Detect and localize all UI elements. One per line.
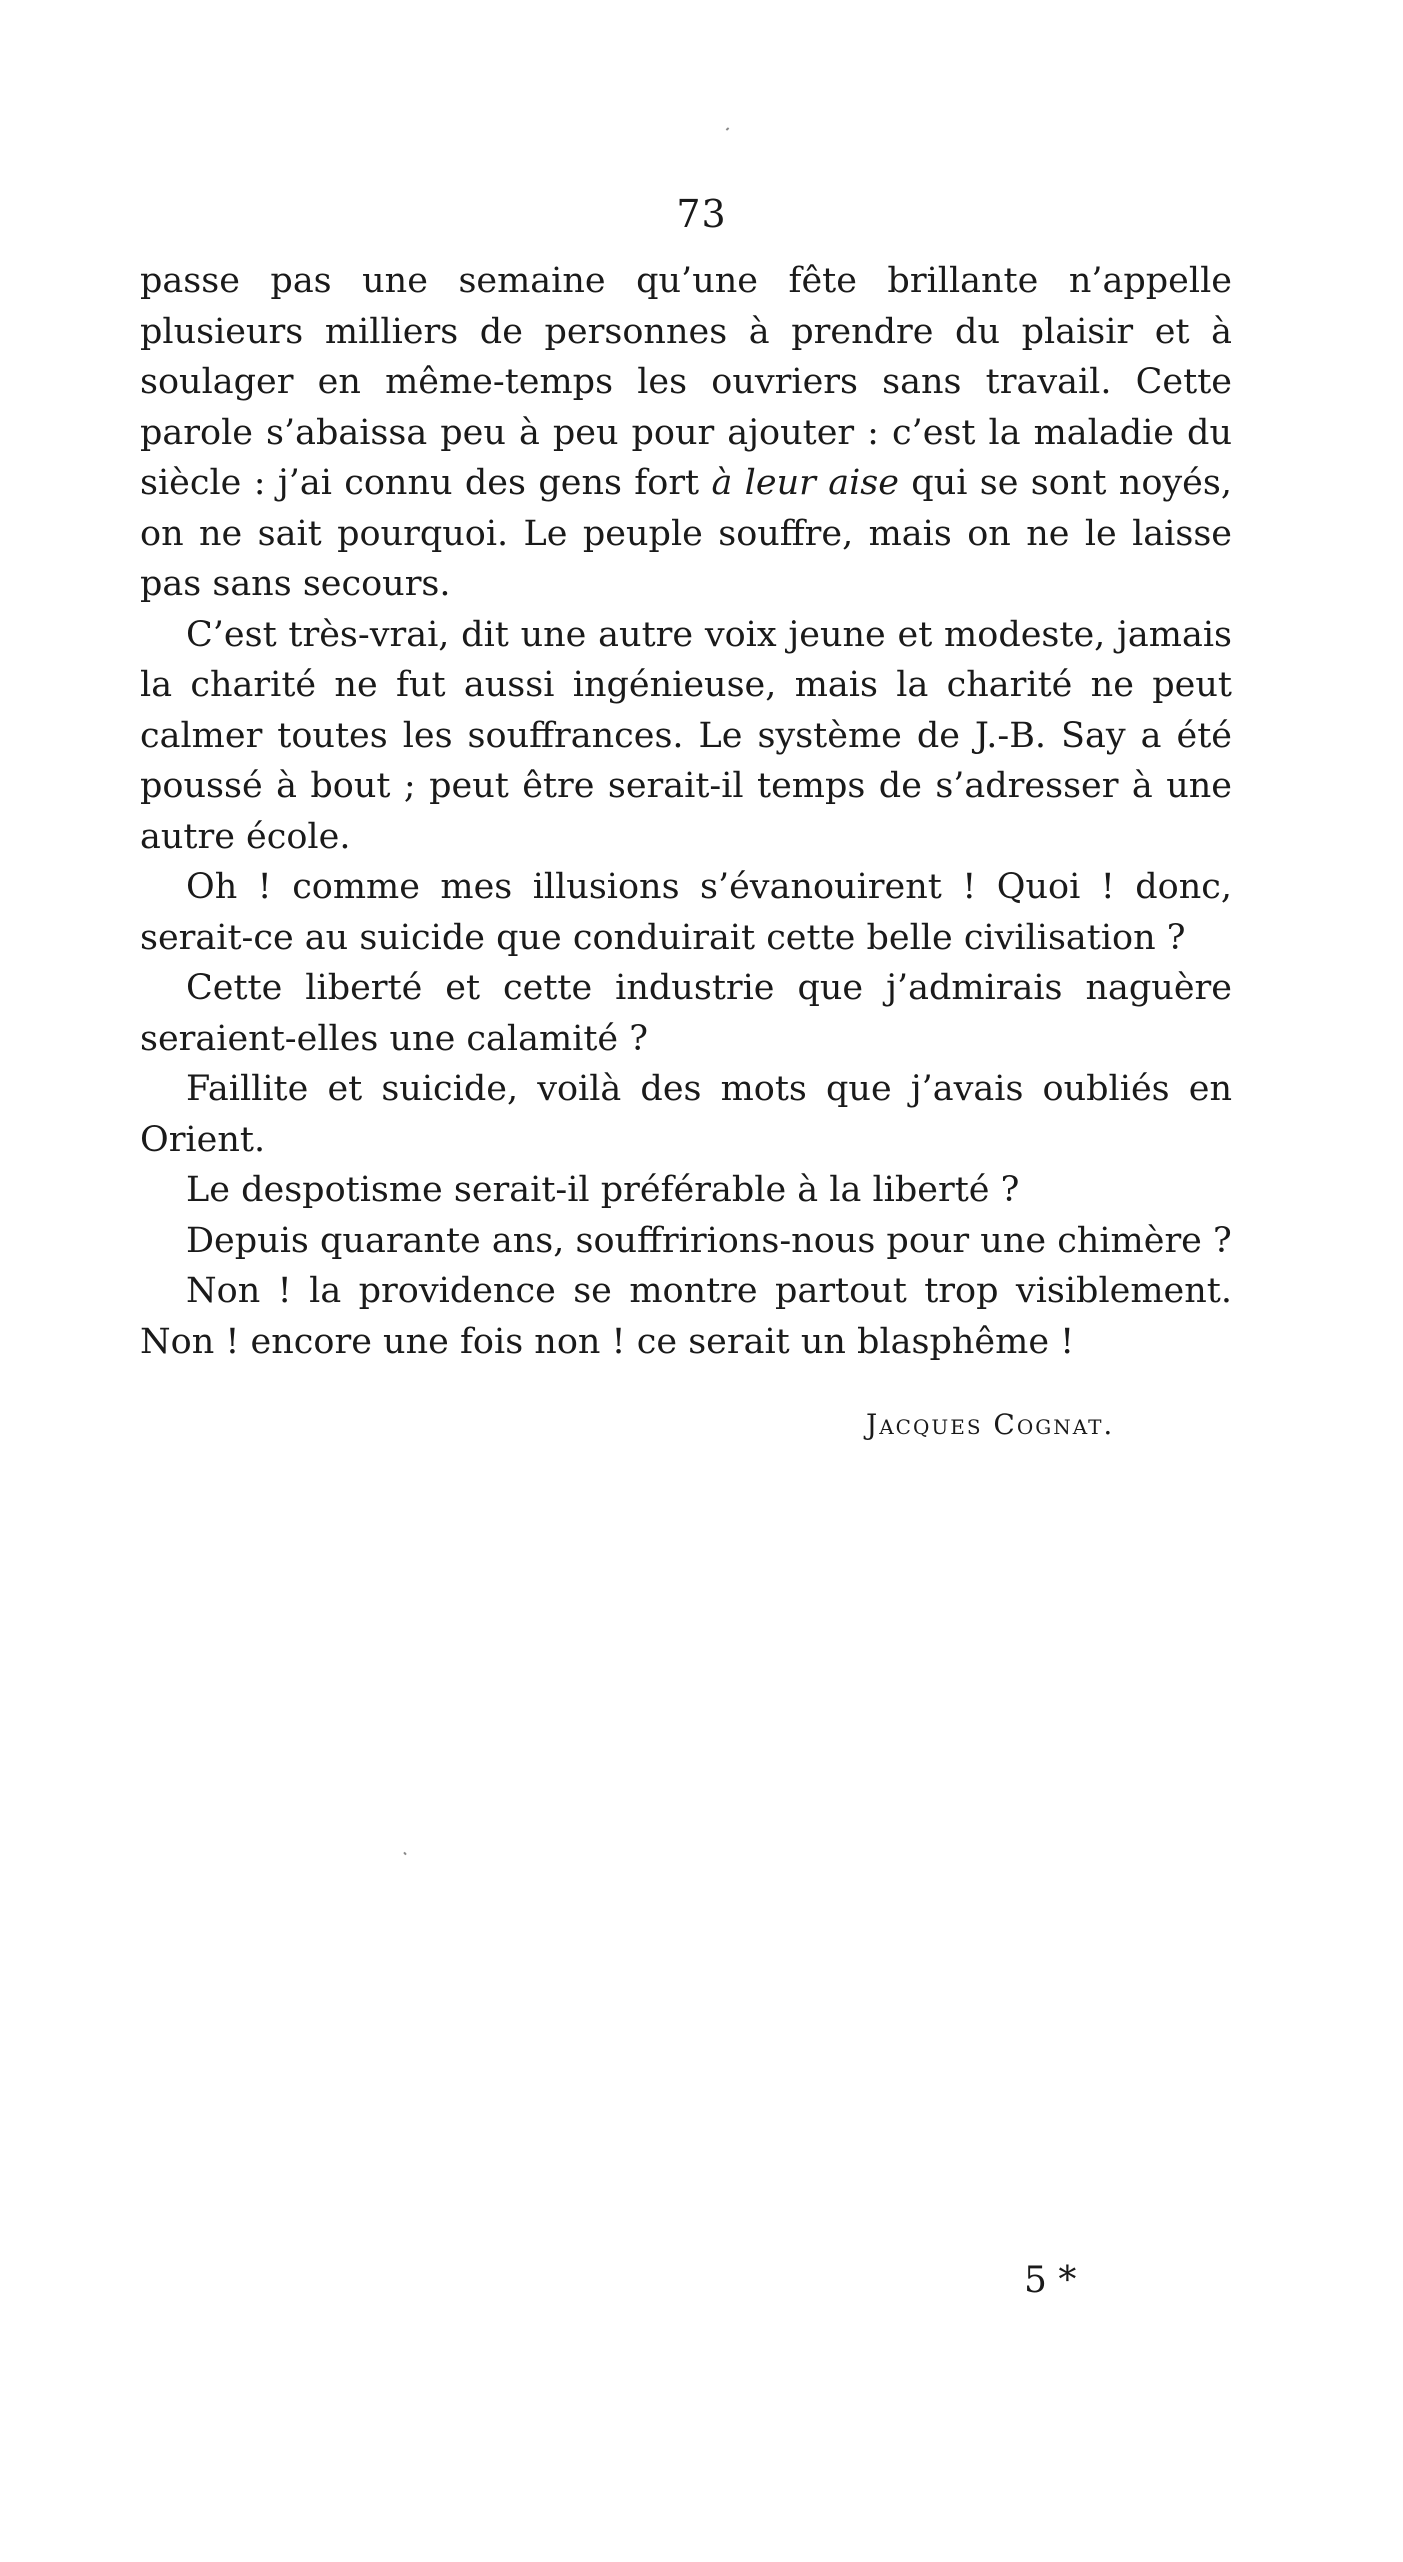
page-number: 73 — [676, 192, 727, 236]
paragraph — [140, 1165, 1232, 1216]
paragraph-text: Oh ! comme mes illusions s’évanouirent ! Quoi ! donc, serait-ce au suicide que conduirait cette belle civilisation ? — [140, 867, 1232, 958]
paragraph-text: qui se sont noyés, on ne sait pourquoi. Le peuple souffre, mais on ne le laisse pas sans secours. — [140, 463, 1232, 604]
body-text — [140, 256, 1232, 1367]
paragraph-text: Non ! la providence se montre partout trop visiblement. Non ! encore une fois non ! ce serait un blasphême ! — [140, 1271, 1232, 1362]
paragraph — [140, 256, 1232, 610]
paragraph — [140, 1266, 1232, 1367]
scan-speck — [403, 1852, 406, 1856]
paragraph — [140, 1064, 1232, 1165]
paragraph-text: Faillite et suicide, voilà des mots que j’avais oubliés en Orient. — [140, 1069, 1232, 1160]
paragraph-text: C’est très-vrai, dit une autre voix jeune et modeste, jamais la charité ne fut aussi ingénieuse, mais la charité ne peut calmer toutes les souffrances. Le système de J.-B. Say a été poussé à bout ; peut être serait-il temps de s’adresser à une autre école. — [140, 614, 1232, 857]
paragraph-text: Le despotisme serait-il préférable à la liberté ? — [186, 1170, 1020, 1210]
paragraph — [140, 862, 1232, 963]
paragraph-text: Depuis quarante ans, souffririons-nous pour une chimère ? — [186, 1220, 1232, 1261]
author-signature: Jacques Cognat. — [866, 1408, 1115, 1441]
signature-mark: 5 * — [1024, 2260, 1077, 2301]
paragraph — [140, 1216, 1232, 1267]
paragraph — [140, 610, 1232, 863]
paragraph — [140, 963, 1232, 1064]
scan-speck — [726, 127, 730, 130]
italic-phrase: à leur aise — [711, 463, 899, 503]
paragraph-text: passe pas une semaine qu’une fête brillante n’appelle plusieurs milliers de personnes à prendre du plaisir et à soulager en même-temps les ouvriers sans travail. Cette parole s’abaissa peu à peu pour ajouter : c’est la maladie du siècle : j’ai connu des gens fort — [140, 261, 1232, 503]
paragraph-text: Cette liberté et cette industrie que j’admirais naguère seraient-elles une calamité ? — [140, 968, 1232, 1059]
